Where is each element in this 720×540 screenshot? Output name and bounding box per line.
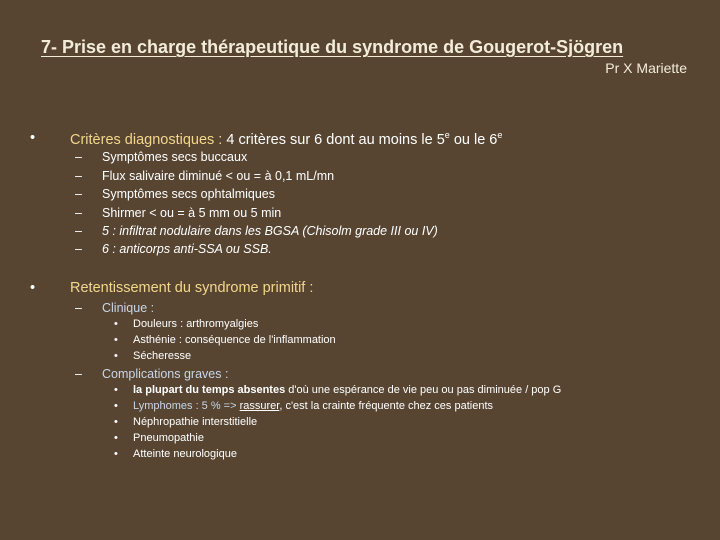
criteria-heading: Critères diagnostiques : [70, 131, 223, 148]
dash: – [75, 206, 82, 220]
bullet: • [30, 280, 36, 296]
dash: – [75, 301, 82, 315]
criteria-item-text: Symptômes secs ophtalmiques [102, 187, 275, 201]
bullet: • [114, 400, 118, 412]
bullet: • [114, 448, 118, 460]
dash: – [75, 224, 82, 238]
clinique-subitem-text: Douleurs : arthromyalgies [133, 318, 259, 330]
bullet: • [114, 384, 118, 396]
criteria-item-text: Shirmer < ou = à 5 mm ou 5 min [102, 206, 282, 220]
criteria-desc-mid: ou le 6 [449, 131, 498, 148]
slide-title: 7- Prise en charge thérapeutique du syndrome de Gougerot-Sjögren [41, 37, 624, 57]
slide-author: Pr X Mariette [605, 60, 687, 76]
complications-subitem-text: Néphropathie interstitielle [133, 416, 258, 428]
dash: – [75, 242, 82, 256]
clinique-subitem-text: Sécheresse [133, 350, 192, 362]
criteria-heading-line [70, 130, 502, 148]
dash: – [75, 367, 82, 381]
bullet: • [114, 318, 118, 330]
dash: – [75, 187, 82, 201]
clinique-subitem-text: Asthénie : conséquence de l'inflammation [133, 334, 336, 346]
criteria-sup-2: e [497, 130, 503, 140]
bullet: • [114, 416, 118, 428]
dash: – [75, 150, 82, 164]
criteria-item-text: 5 : infiltrat nodulaire dans les BGSA (Chisolm grade III ou IV) [102, 224, 438, 238]
bullet: • [114, 432, 118, 444]
bullet: • [30, 130, 36, 146]
complications-subitem-text [133, 384, 561, 396]
criteria-sup-1: e [444, 130, 450, 140]
criteria-desc-pre: 4 critères sur 6 dont au moins le 5 [222, 131, 445, 148]
clinique-label: Clinique : [102, 301, 155, 315]
bullet: • [114, 350, 118, 362]
lymphomes-text: Lymphomes : 5 % => [133, 400, 240, 412]
dash: – [75, 169, 82, 183]
complications-rest: d'où une espérance de vie peu ou pas diminuée / pop G [285, 384, 562, 396]
bullet: • [114, 334, 118, 346]
lymphomes-rest: , c'est la crainte fréquente chez ces patients [279, 400, 494, 412]
complications-label: Complications graves : [102, 367, 229, 381]
rassurer-text: rassurer [239, 400, 280, 412]
complications-subitem-text: Atteinte neurologique [133, 448, 237, 460]
complications-bold: la plupart du temps absentes [133, 384, 286, 396]
complications-subitem-text [133, 400, 493, 412]
complications-subitem-text: Pneumopathie [133, 432, 204, 444]
impact-heading: Retentissement du syndrome primitif : [70, 280, 314, 296]
criteria-item-text: Flux salivaire diminué < ou = à 0,1 mL/mn [102, 169, 335, 183]
criteria-item-text: 6 : anticorps anti-SSA ou SSB. [102, 242, 272, 256]
criteria-item-text: Symptômes secs buccaux [102, 150, 248, 164]
